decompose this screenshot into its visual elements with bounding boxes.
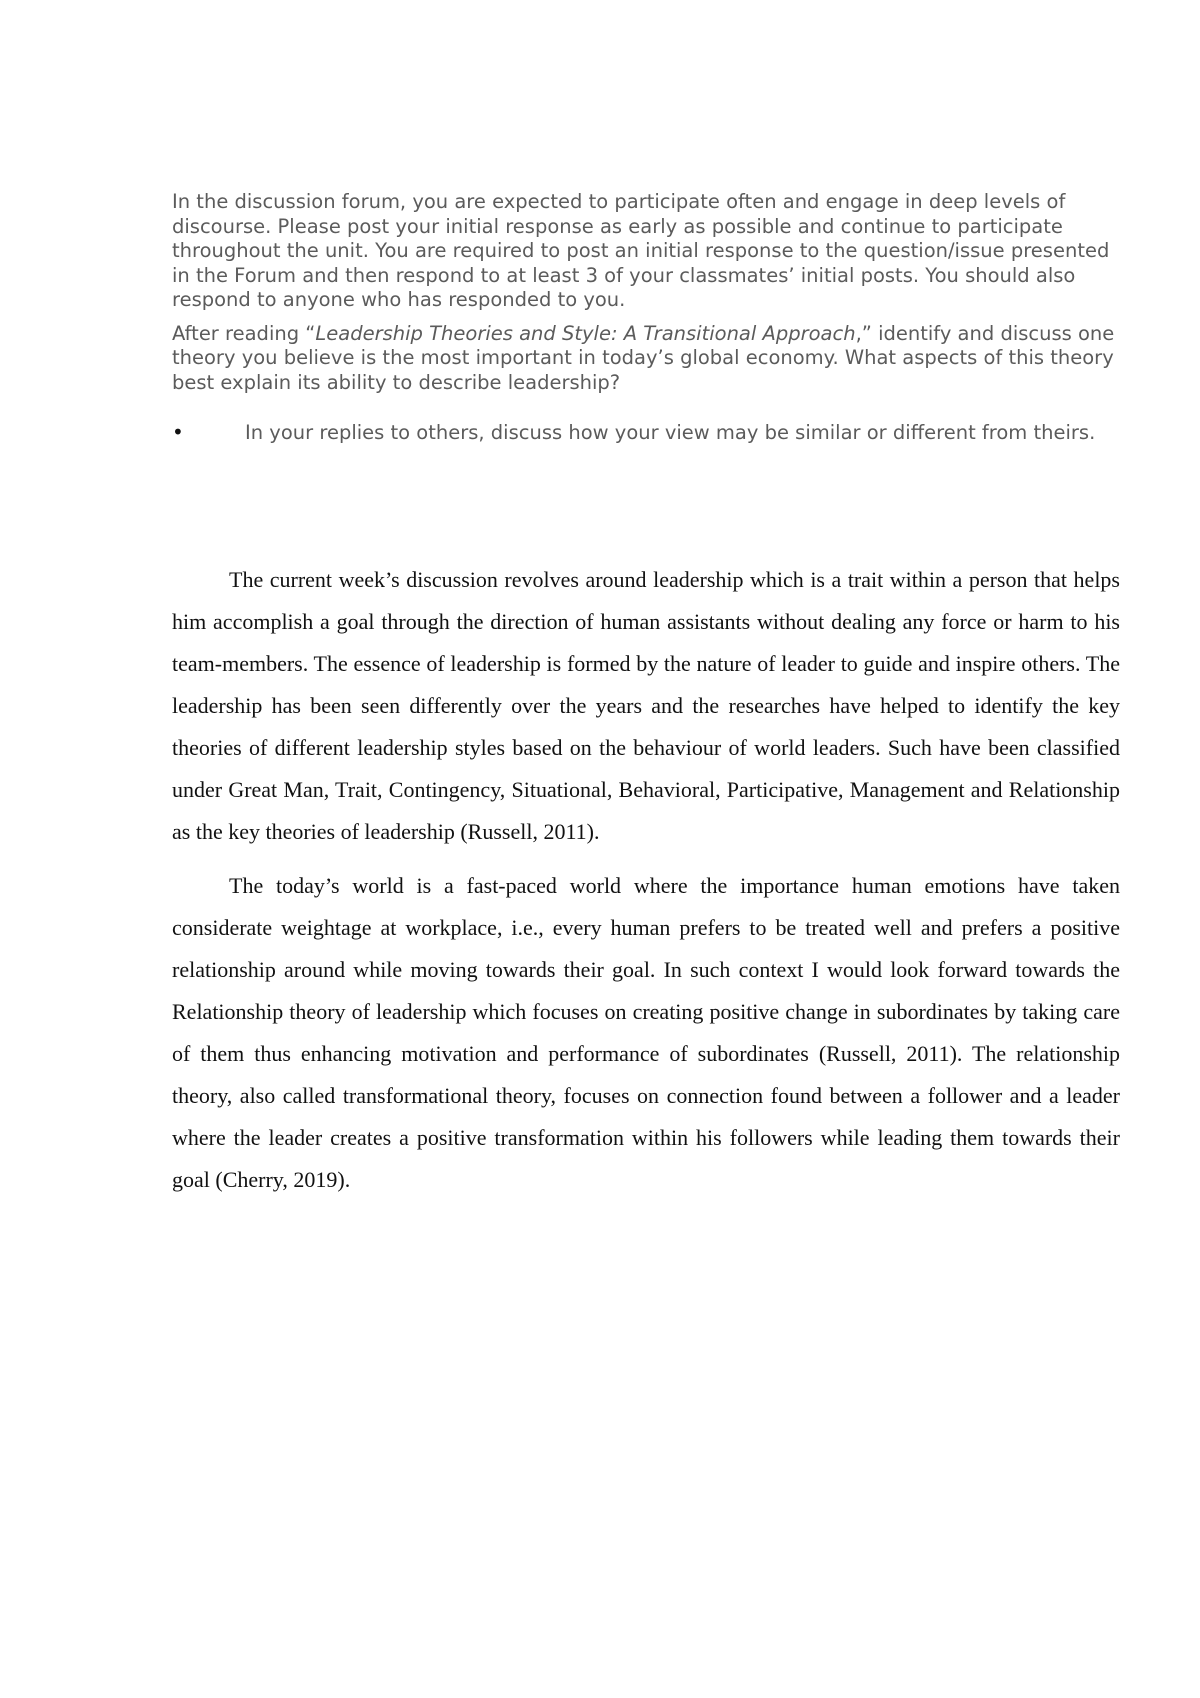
prompt-question-lead: After reading “ xyxy=(172,321,316,345)
prompt-question-rest: ,” identify and discuss one theory you believe is the most important in today’s global economy. What aspects of this theory best explain its ability to describe leadership? xyxy=(172,321,1115,394)
response-paragraph-2: The today’s world is a fast-paced world where the importance human emotions have taken considerate weightage at workplace, i.e., every human prefers to be treated well and prefers a positive relationship around while moving towards their goal. In such context I would look forward towards the Relationship theory of leadership which focuses on creating positive change in subordinates by taking care of them thus enhancing motivation and performance of subordinates (Russell, 2011). The relationship theory, also called transformational theory, focuses on connection found between a follower and a leader where the leader creates a positive transformation within his followers while leading them towards their goal (Cherry, 2019). xyxy=(172,873,1120,1192)
discussion-response xyxy=(172,559,1120,1213)
prompt-bullet xyxy=(172,417,1115,448)
response-paragraph-1: The current week’s discussion revolves around leadership which is a trait within a person that helps him accomplish a goal through the direction of human assistants without dealing any force or harm to his team-members. The essence of leadership is formed by the nature of leader to guide and inspire others. The leadership has been seen differently over the years and the researches have helped to identify the key theories of different leadership styles based on the behaviour of world leaders. Such have been classified under Great Man, Trait, Contingency, Situational, Behavioral, Participative, Management and Relationship as the key theories of leadership (Russell, 2011). xyxy=(172,567,1120,844)
bullet-icon: • xyxy=(172,420,184,444)
reading-title: Leadership Theories and Style: A Transitional Approach xyxy=(315,321,856,345)
prompt-instructions: In the discussion forum, you are expected to participate often and engage in deep levels of discourse. Please post your initial response as early as possible and continue to participate throughout the unit. You are required to post an initial response to the question/issue presented in the Forum and then respond to at least 3 of your classmates’ initial posts. You should also respond to anyone who has responded to you. xyxy=(172,190,1110,311)
prompt-question xyxy=(172,322,1132,396)
discussion-prompt xyxy=(172,190,1132,448)
bullet-text: In your replies to others, discuss how your view may be similar or different from theirs. xyxy=(245,421,1096,444)
